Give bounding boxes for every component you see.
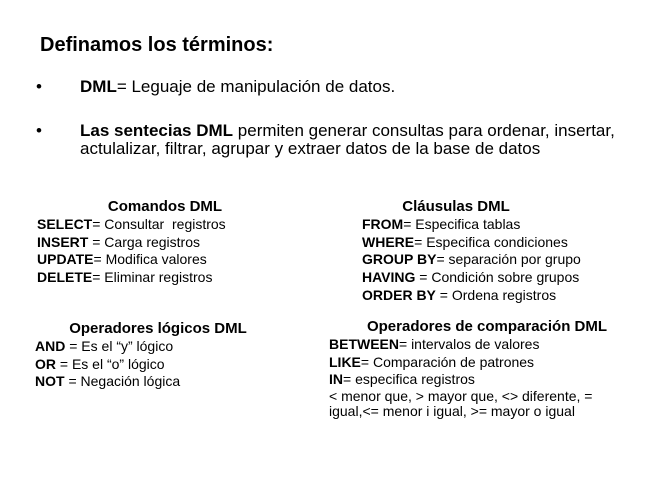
- bullet-sentencias: [80, 122, 620, 158]
- comandos-list: [37, 216, 226, 287]
- bullet-dml: [80, 78, 620, 96]
- logicos-heading: Operadores lógicos DML: [69, 320, 247, 337]
- slide-title: Definamos los términos:: [40, 34, 274, 56]
- comparison-note: igual,<= menor i igual, >= mayor o igual: [329, 403, 575, 420]
- list-item: UPDATE= Modifica valores: [37, 251, 207, 268]
- clausulas-list: [362, 216, 581, 305]
- list-item: FROM= Especifica tablas: [362, 216, 521, 232]
- bullet-marker: •: [36, 121, 42, 140]
- list-item: INSERT = Carga registros: [37, 233, 201, 250]
- bullet-bold: Las sentecias DML: [80, 121, 234, 140]
- list-item: WHERE= Especifica condiciones: [362, 233, 568, 250]
- list-item: IN= especifica registros: [329, 371, 475, 388]
- logicos-list: [35, 338, 180, 391]
- list-item: SELECT= Consultar registros: [37, 216, 226, 232]
- list-item: AND = Es el “y” lógico: [35, 338, 174, 354]
- comandos-heading: Comandos DML: [107, 198, 223, 215]
- comparison-note: < menor que, > mayor que, <> diferente, =: [329, 388, 593, 405]
- clausulas-heading: Cláusulas DML: [402, 198, 510, 215]
- list-item: ORDER BY = Ordena registros: [362, 286, 557, 303]
- comparacion-list: [329, 336, 592, 419]
- bullet-text: permiten generar consultas para ordenar, insertar, actulalizar, filtrar, agrupar y extraer datos de la base de datos: [80, 121, 615, 158]
- list-item: BETWEEN= intervalos de valores: [329, 336, 540, 352]
- list-item: OR = Es el “o” lógico: [35, 355, 165, 372]
- bullet-marker: •: [36, 77, 42, 96]
- list-item: GROUP BY= separación por grupo: [362, 251, 581, 268]
- list-item: DELETE= Eliminar registros: [37, 269, 213, 286]
- list-item: HAVING = Condición sobre grupos: [362, 269, 580, 286]
- list-item: LIKE= Comparación de patrones: [329, 353, 535, 370]
- bullet-bold: DML: [80, 77, 117, 96]
- comparacion-heading: Operadores de comparación DML: [366, 318, 608, 335]
- list-item: NOT = Negación lógica: [35, 373, 181, 390]
- bullet-text: = Leguaje de manipulación de datos.: [116, 77, 396, 96]
